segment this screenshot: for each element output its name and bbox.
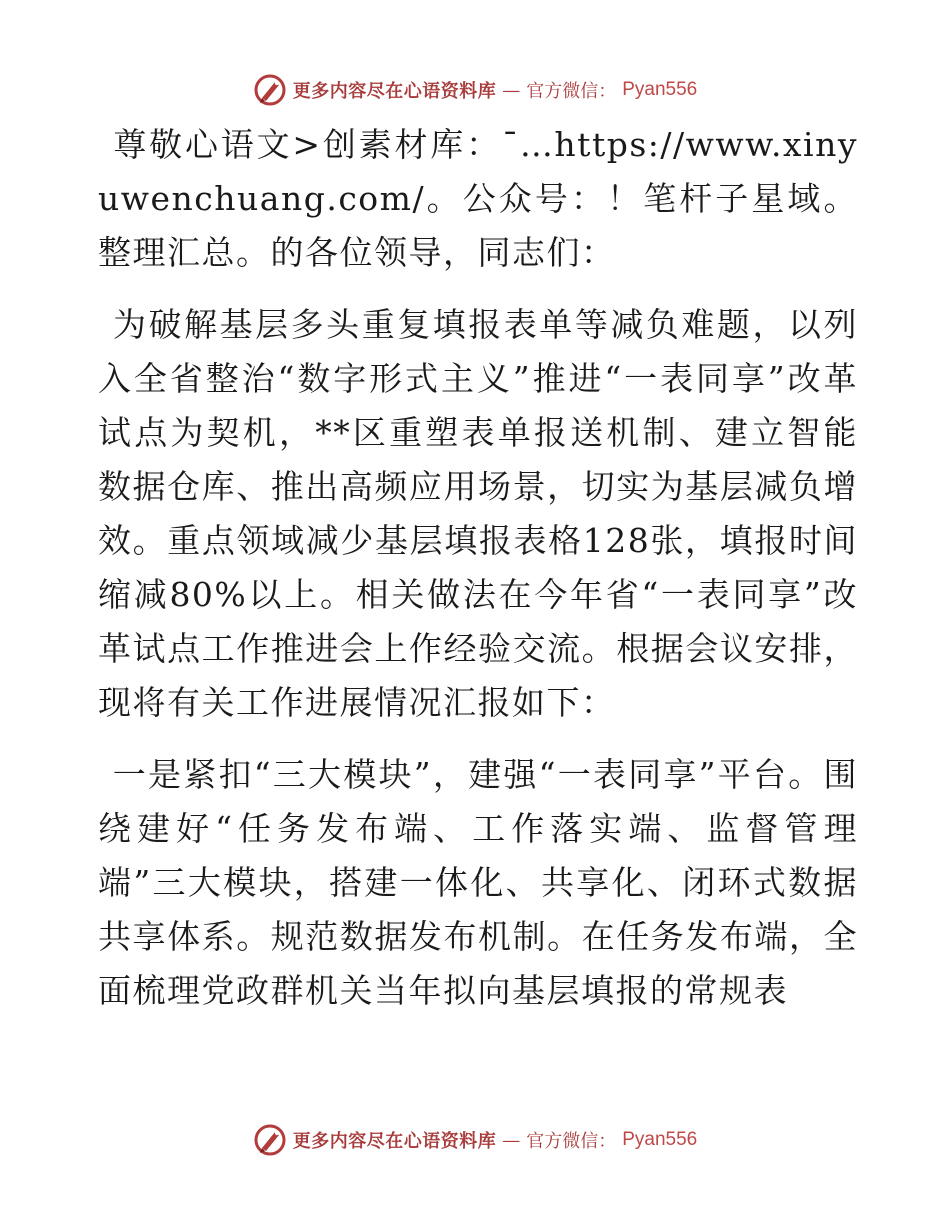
header-banner-text: 更多内容尽在心语资料库 xyxy=(292,81,497,102)
paragraph-greeting xyxy=(98,118,858,280)
footer-banner-label: 官方微信： xyxy=(526,1131,617,1152)
footer-banner-id: Pyan556 xyxy=(622,1129,698,1150)
paragraph-greeting-text: 尊敬心语文>创素材库：¯…https://www.xinyuwenchuang.com/。公众号：！笔杆子星域。整理汇总。的各位领导，同志们： xyxy=(98,125,858,272)
pen-logo-icon xyxy=(253,1123,287,1157)
header-banner-dash: — xyxy=(502,79,521,101)
footer-banner xyxy=(0,1120,950,1160)
paragraph-intro-text: 为破解基层多头重复填报表单等减负难题，以列入全省整治“数字形式主义”推进“一表同享”改革试点为契机，**区重塑表单报送机制、建立智能数据仓库、推出高频应用场景，切实为基层减负增效。重点领域减少基层填报表格128张，填报时间缩减80%以上。相关做法在今年省“一表同享”改革试点工作推进会上作经验交流。根据会议安排，现将有关工作进展情况汇报如下： xyxy=(98,305,858,722)
header-banner-content xyxy=(253,73,698,107)
footer-banner-content xyxy=(253,1123,698,1157)
footer-banner-dash: — xyxy=(502,1129,521,1151)
header-banner-id: Pyan556 xyxy=(622,79,698,100)
document-body xyxy=(98,118,858,1036)
paragraph-point-one xyxy=(98,748,858,1018)
pen-logo-icon xyxy=(253,73,287,107)
paragraph-point-one-text: 一是紧扣“三大模块”，建强“一表同享”平台。围绕建好“任务发布端、工作落实端、监督管理端”三大模块，搭建一体化、共享化、闭环式数据共享体系。规范数据发布机制。在任务发布端，全面梳理党政群机关当年拟向基层填报的常规表 xyxy=(98,755,858,1010)
footer-banner-text: 更多内容尽在心语资料库 xyxy=(292,1131,497,1152)
header-banner-label: 官方微信： xyxy=(526,81,617,102)
paragraph-intro xyxy=(98,298,858,730)
header-banner xyxy=(0,70,950,110)
